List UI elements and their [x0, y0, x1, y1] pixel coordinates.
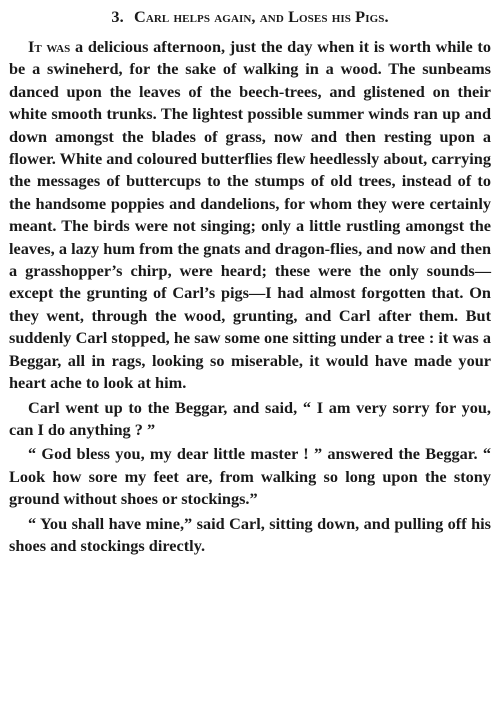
- paragraph-text: a delicious afternoon, just the day when it is worth while to be a swineherd, for the sake of walking in a wood. The sunbeams danced upon the leaves of the beech-trees, and glistened on their white smooth trunks. The lightest possible summer winds ran up and down amongst the blades of grass, now and then resting upon a flower. White and coloured butterflies flew heedlessly about, carrying the messages of buttercups to the stumps of old trees, instead of to the handsome poppies and dandelions, for whom they were certainly meant. The birds were not singing; only a little rustling amongst the leaves, a lazy hum from the gnats and dragon-flies, and now and then a grasshopper’s chirp, were heard; these were the only sounds—except the grunting of Carl’s pigs—I had almost forgotten that. On they went, through the wood, grunting, and Carl after them. But suddenly Carl stopped, he saw some one sitting under a tree : it was a Beggar, all in rags, looking so miserable, it would have made your heart ache to look at him.: [9, 37, 491, 393]
- chapter-number: 3.: [111, 7, 124, 26]
- paragraph-lead-words: It was: [28, 37, 71, 56]
- chapter-heading: [9, 4, 491, 30]
- paragraph: [9, 36, 491, 395]
- paragraph-text: “ God bless you, my dear little master ! ” answered the Beggar. “ Look how sore my feet are, from walking so long upon the stony ground without shoes or stockings.”: [9, 444, 491, 509]
- paragraph-text: Carl went up to the Beggar, and said, “ I am very sorry for you, can I do anything ? ”: [9, 397, 491, 439]
- paragraph: [9, 513, 491, 558]
- paragraph: [9, 397, 491, 442]
- paragraph: [9, 443, 491, 510]
- chapter-title: Carl helps again, and Loses his Pigs.: [133, 7, 389, 26]
- paragraph-text: “ You shall have mine,” said Carl, sitting down, and pulling off his shoes and stockings directly.: [9, 513, 491, 555]
